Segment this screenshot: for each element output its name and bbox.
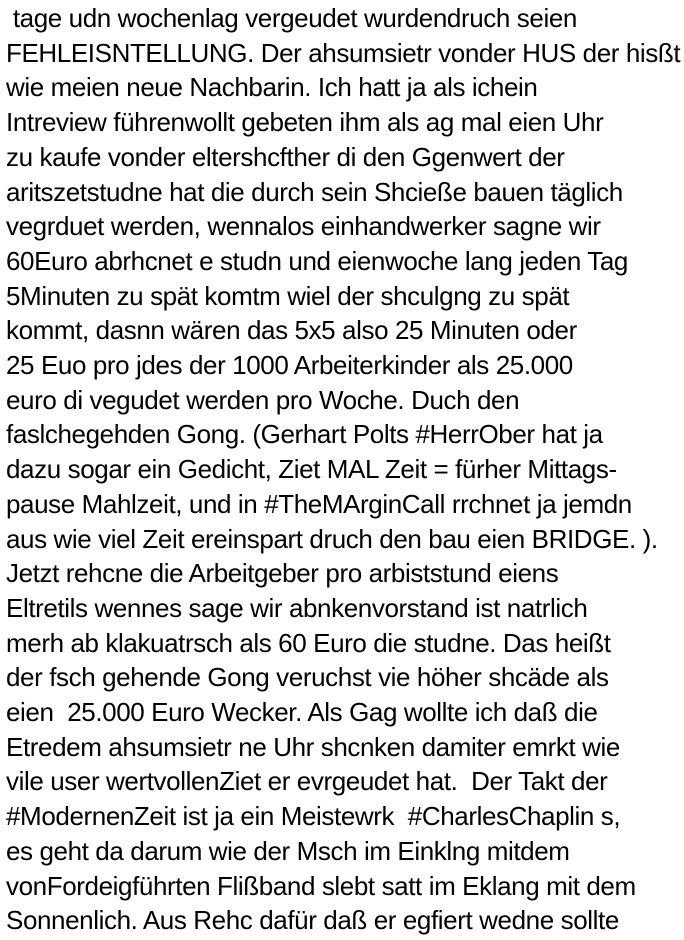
text-line: Intreview führenwollt gebeten ihm als ag mal eien Uhr bbox=[6, 107, 604, 138]
text-line: Eltretils wennes sage wir abnkenvorstand ist natrlich bbox=[6, 592, 588, 623]
text-line: kommt, dasnn wären das 5x5 also 25 Minuten oder bbox=[6, 315, 577, 346]
text-line: FEHLEISNTELLUNG. Der ahsumsietr vonder HUS der hisßt bbox=[6, 37, 681, 68]
text-line: tage udn wochenlag vergeudet wurdendruch seien bbox=[6, 3, 577, 33]
text-line: 5Minuten zu spät komtm wiel der shculgng zu spät bbox=[6, 280, 570, 311]
text-line: aus wie viel Zeit ereinspart druch den bau eien BRIDGE. ). bbox=[6, 523, 658, 554]
text-line: 60Euro abrhcnet e studn und eienwoche lang jeden Tag bbox=[6, 245, 628, 276]
text-line: #ModernenZeit ist ja ein Meistewrk #CharlesChaplin s, bbox=[6, 801, 621, 832]
text-line: euro di vegudet werden pro Woche. Duch den bbox=[6, 384, 520, 415]
text-line: aritszetstudne hat die durch sein Shcieße bauen täglich bbox=[6, 176, 623, 207]
text-line: vile user wertvollenZiet er evrgeudet hat. Der Takt der bbox=[6, 766, 608, 797]
text-line: zu kaufe vonder eltershcfther di den Ggenwert der bbox=[6, 141, 565, 172]
text-line: faslchegehden Gong. (Gerhart Polts #HerrOber hat ja bbox=[6, 419, 603, 450]
text-line: wie meien neue Nachbarin. Ich hatt ja als ichein bbox=[6, 72, 538, 103]
text-line: der fsch gehende Gong veruchst vie höher shcäde als bbox=[6, 662, 609, 693]
text-line: pause Mahlzeit, und in #TheMArginCall rrchnet ja jemdn bbox=[6, 488, 632, 519]
text-line: merh ab klakuatrsch als 60 Euro die studne. Das heißt bbox=[6, 627, 611, 658]
text-line: eien 25.000 Euro Wecker. Als Gag wollte ich daß die bbox=[6, 697, 598, 728]
text-line: Jetzt rehcne die Arbeitgeber pro arbiststund eiens bbox=[6, 558, 559, 589]
text-line: vegrduet werden, wennalos einhandwerker sagne wir bbox=[6, 211, 601, 242]
text-line: vonFordeigführten Flißband slebt satt im Eklang mit dem bbox=[6, 870, 636, 901]
text-line: 25 Euo pro jdes der 1000 Arbeiterkinder als 25.000 bbox=[6, 350, 573, 381]
text-line: Sonnenlich. Aus Rehc dafür daß er egfiert wedne sollte bbox=[6, 905, 619, 936]
text-line: Etredem ahsumsietr ne Uhr shcnken damiter emrkt wie bbox=[6, 731, 620, 762]
text-line: es geht da darum wie der Msch im Einklng mitdem bbox=[6, 835, 570, 866]
text-block bbox=[6, 1, 682, 938]
text-line: dazu sogar ein Gedicht, Ziet MAL Zeit = fürher Mittags- bbox=[6, 454, 617, 485]
